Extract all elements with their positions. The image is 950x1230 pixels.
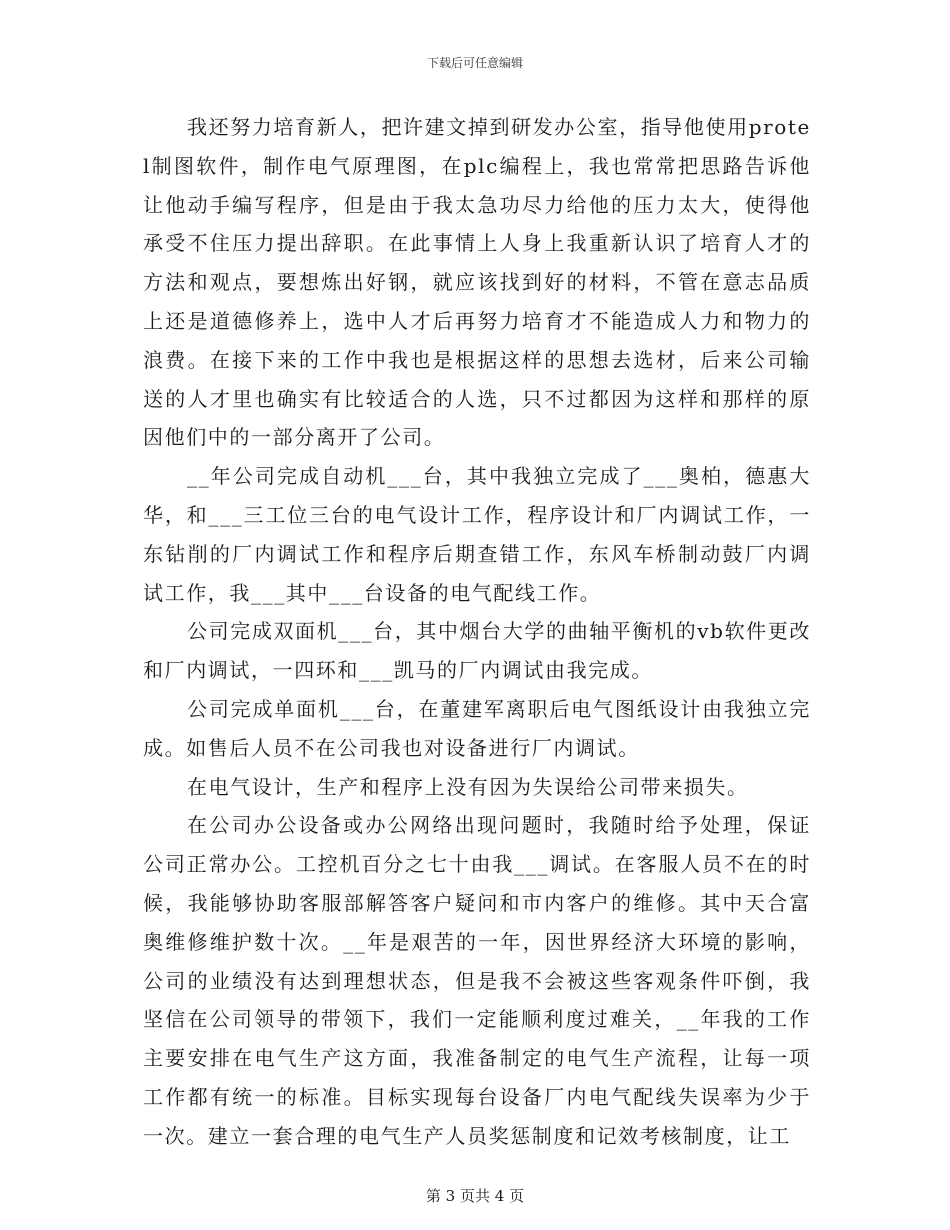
document-body <box>143 108 811 1156</box>
paragraph: 在电气设计，生产和程序上没有因为失误给公司带来损失。 <box>187 774 749 799</box>
page-number: 第 3 页共 4 页 <box>425 1187 525 1205</box>
paragraph: __年公司完成自动机___台，其中我独立完成了___奥柏，德惠大华，和___三工位三台的电气设计工作，程序设计和厂内调试工作，一东钻削的厂内调试工作和程序后期查错工作，东风车桥制动鼓厂内调试工作，我___其中___台设备的电气配线工作。 <box>143 464 811 605</box>
page-header: 下载后可任意编辑 <box>426 56 523 70</box>
paragraph: 公司完成双面机___台，其中烟台大学的曲轴平衡机的vb软件更改和厂内调试，一四环和___凯马的厂内调试由我完成。 <box>143 619 811 683</box>
paragraph: 在公司办公设备或办公网络出现问题时，我随时给予处理，保证公司正常办公。工控机百分之七十由我___调试。在客服人员不在的时候，我能够协助客服部解答客户疑问和市内客户的维修。其中天合富奥维修维护数十次。__年是艰苦的一年，因世界经济大环境的影响，公司的业绩没有达到理想状态，但是我不会被这些客观条件吓倒，我坚信在公司领导的带领下，我们一定能顺利度过难关，__年我的工作主要安排在电气生产这方面，我准备制定的电气生产流程，让每一项工作都有统一的标准。目标实现每台设备厂内电气配线失误率为少于一次。建立一套合理的电气生产人员奖惩制度和记效考核制度，让工 <box>143 813 811 1148</box>
paragraph: 我还努力培育新人，把许建文掉到研发办公室，指导他使用protel制图软件，制作电气原理图，在plc编程上，我也常常把思路告诉他让他动手编写程序，但是由于我太急功尽力给他的压力太大，使得他承受不住压力提出辞职。在此事情上人身上我重新认识了培育人才的方法和观点，要想炼出好钢，就应该找到好的材料，不管在意志品质上还是道德修养上，选中人才后再努力培育才不能造成人力和物力的浪费。在接下来的工作中我也是根据这样的思想去选材，后来公司输送的人才里也确实有比较适合的人选，只不过都因为这样和那样的原因他们中的一部分离开了公司。 <box>143 115 811 450</box>
paragraph: 公司完成单面机___台，在董建军离职后电气图纸设计由我独立完成。如售后人员不在公司我也对设备进行厂内调试。 <box>143 696 811 760</box>
